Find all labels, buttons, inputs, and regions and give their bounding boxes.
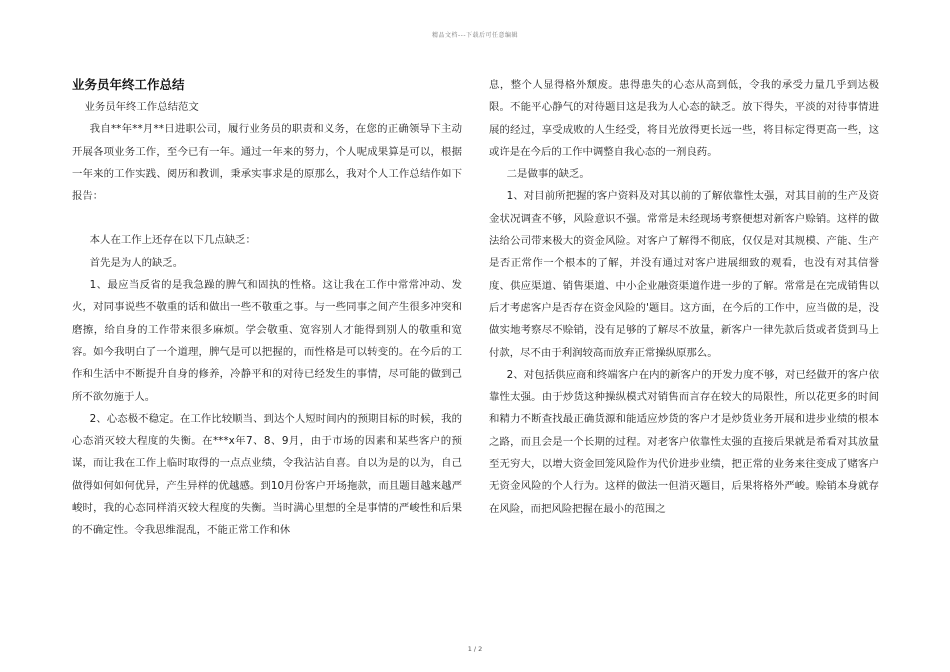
- point-1-client-risk: 1、对目前所把握的客户资料及对其以前的了解依靠性太强，对其目前的生产及资金状况调查不够，风险意识不强。常常是未经现场考察便想对新客户赊销。这样的做法给公司带来极大的资金风险。对客户了解得不彻底，仅仅是对其规模、产能、生产是否正常作一个根本的了解，并没有通过对客户进展细致的观看，也没有对其信誉度、供应渠道、销售渠道、中小企业融资渠道作进一步的了解。常常是在完成销售以后才考虑客户是否存在资金风险的'题目。这方面，在今后的工作中，应当做的是，没做实地考察尽不赊销，没有足够的了解尽不放量，新客户一律先款后货或者货到马上付款，尽不由于利润较高而放弃正常操纵原那么。: [489, 190, 879, 359]
- point-2-client-development: 2、对包括供应商和终端客户在内的新客户的开发力度不够，对已经做开的客户依靠性太强。由于炒货这种操纵模式对销售而言存在较大的局限性，所以花更多的时间和精力不断查找最正确货源和能适应炒货的客户才是炒货业务开展和进步业绩的根本之路，而且会是一个长期的过程。对老客户依靠性太强的直接后果就是希看对其放量至无穷大，以增大资金回笼风险作为代价进步业绩，把正常的业务来往变成了赌客户无资金风险的个人行为。这样的做法一但消灭题目，后果将格外严峻。赊销本身就存在风险，而把风险把握在最小的范围之: [489, 368, 879, 515]
- shortcomings-intro: 本人在工作上还存在以下几点缺乏：: [89, 234, 256, 247]
- intro-paragraph: 我自**年**月**日进职公司，履行业务员的职责和义务，在您的正确领导下主动开展各项业务工作，至今已有一年。通过一年来的努力，个人呢成果算是可以，根据一年来的工作实践、阅历和教训，秉承实事求是的原那么，我对个人工作总结作如下报告：: [72, 123, 462, 203]
- section-heading-personal: 首先是为人的缺乏。: [89, 256, 184, 269]
- left-column: [72, 74, 462, 542]
- point-2-mindset: 2、心态极不稳定。在工作比较顺当、到达个人短时间内的预期目标的时候，我的心态消灭较大程度的失衡。在***x年7、8、9月，由于市场的因素和某些客户的预谋，而让我在工作上临时取得的一点点业绩，令我沾沾自喜。自以为是的以为，自己做得如何如何优异，产生异样的优越感。到10月份客户开场拖款，而且题目越来越严峻时，我的心态同样消灭较大程度的失衡。当时满心里想的全是事情的严峻性和后果的不确定性。令我思维混乱，不能正常工作和休: [72, 412, 462, 537]
- right-column: [489, 74, 879, 520]
- section-heading-work: 二是做事的缺乏。: [506, 168, 590, 181]
- header-note: 精品文档---下载后可任意编辑: [432, 32, 518, 39]
- document-subtitle: 业务员年终工作总结范文: [84, 101, 199, 113]
- point-1-temper: 1、最应当反省的是我急躁的脾气和固执的性格。这让我在工作中常常冲动、发火，对同事说些不敬重的话和做出一些不敬重之事。与一些同事之间产生很多冲突和磨擦，给自身的工作带来很多麻烦。学会敬重、宽容别人才能得到别人的敬重和宽容。如今我明白了一个道理，脾气是可以把握的，而性格是可以转变的。在今后的工作和生活中不断提升自身的修养，冷静平和的对待已经发生的事情，尽可能的做到己所不欲勿施于人。: [72, 279, 462, 403]
- document-title: 业务员年终工作总结: [72, 77, 185, 92]
- continuation-paragraph: 息，整个人显得格外颓废。患得患失的心态从高到低，令我的承受力量几乎到达极限。不能平心静气的对待题目这是我为人心态的缺乏。放下得失，平淡的对待事情进展的经过，享受成败的人生经受，将目光放得更长远一些，将目标定得更高一些，这或许是在今后的工作中调整自我心态的一剂良药。: [489, 79, 879, 158]
- paragraph-gap: [72, 207, 462, 229]
- page-number: 1 / 2: [467, 645, 483, 653]
